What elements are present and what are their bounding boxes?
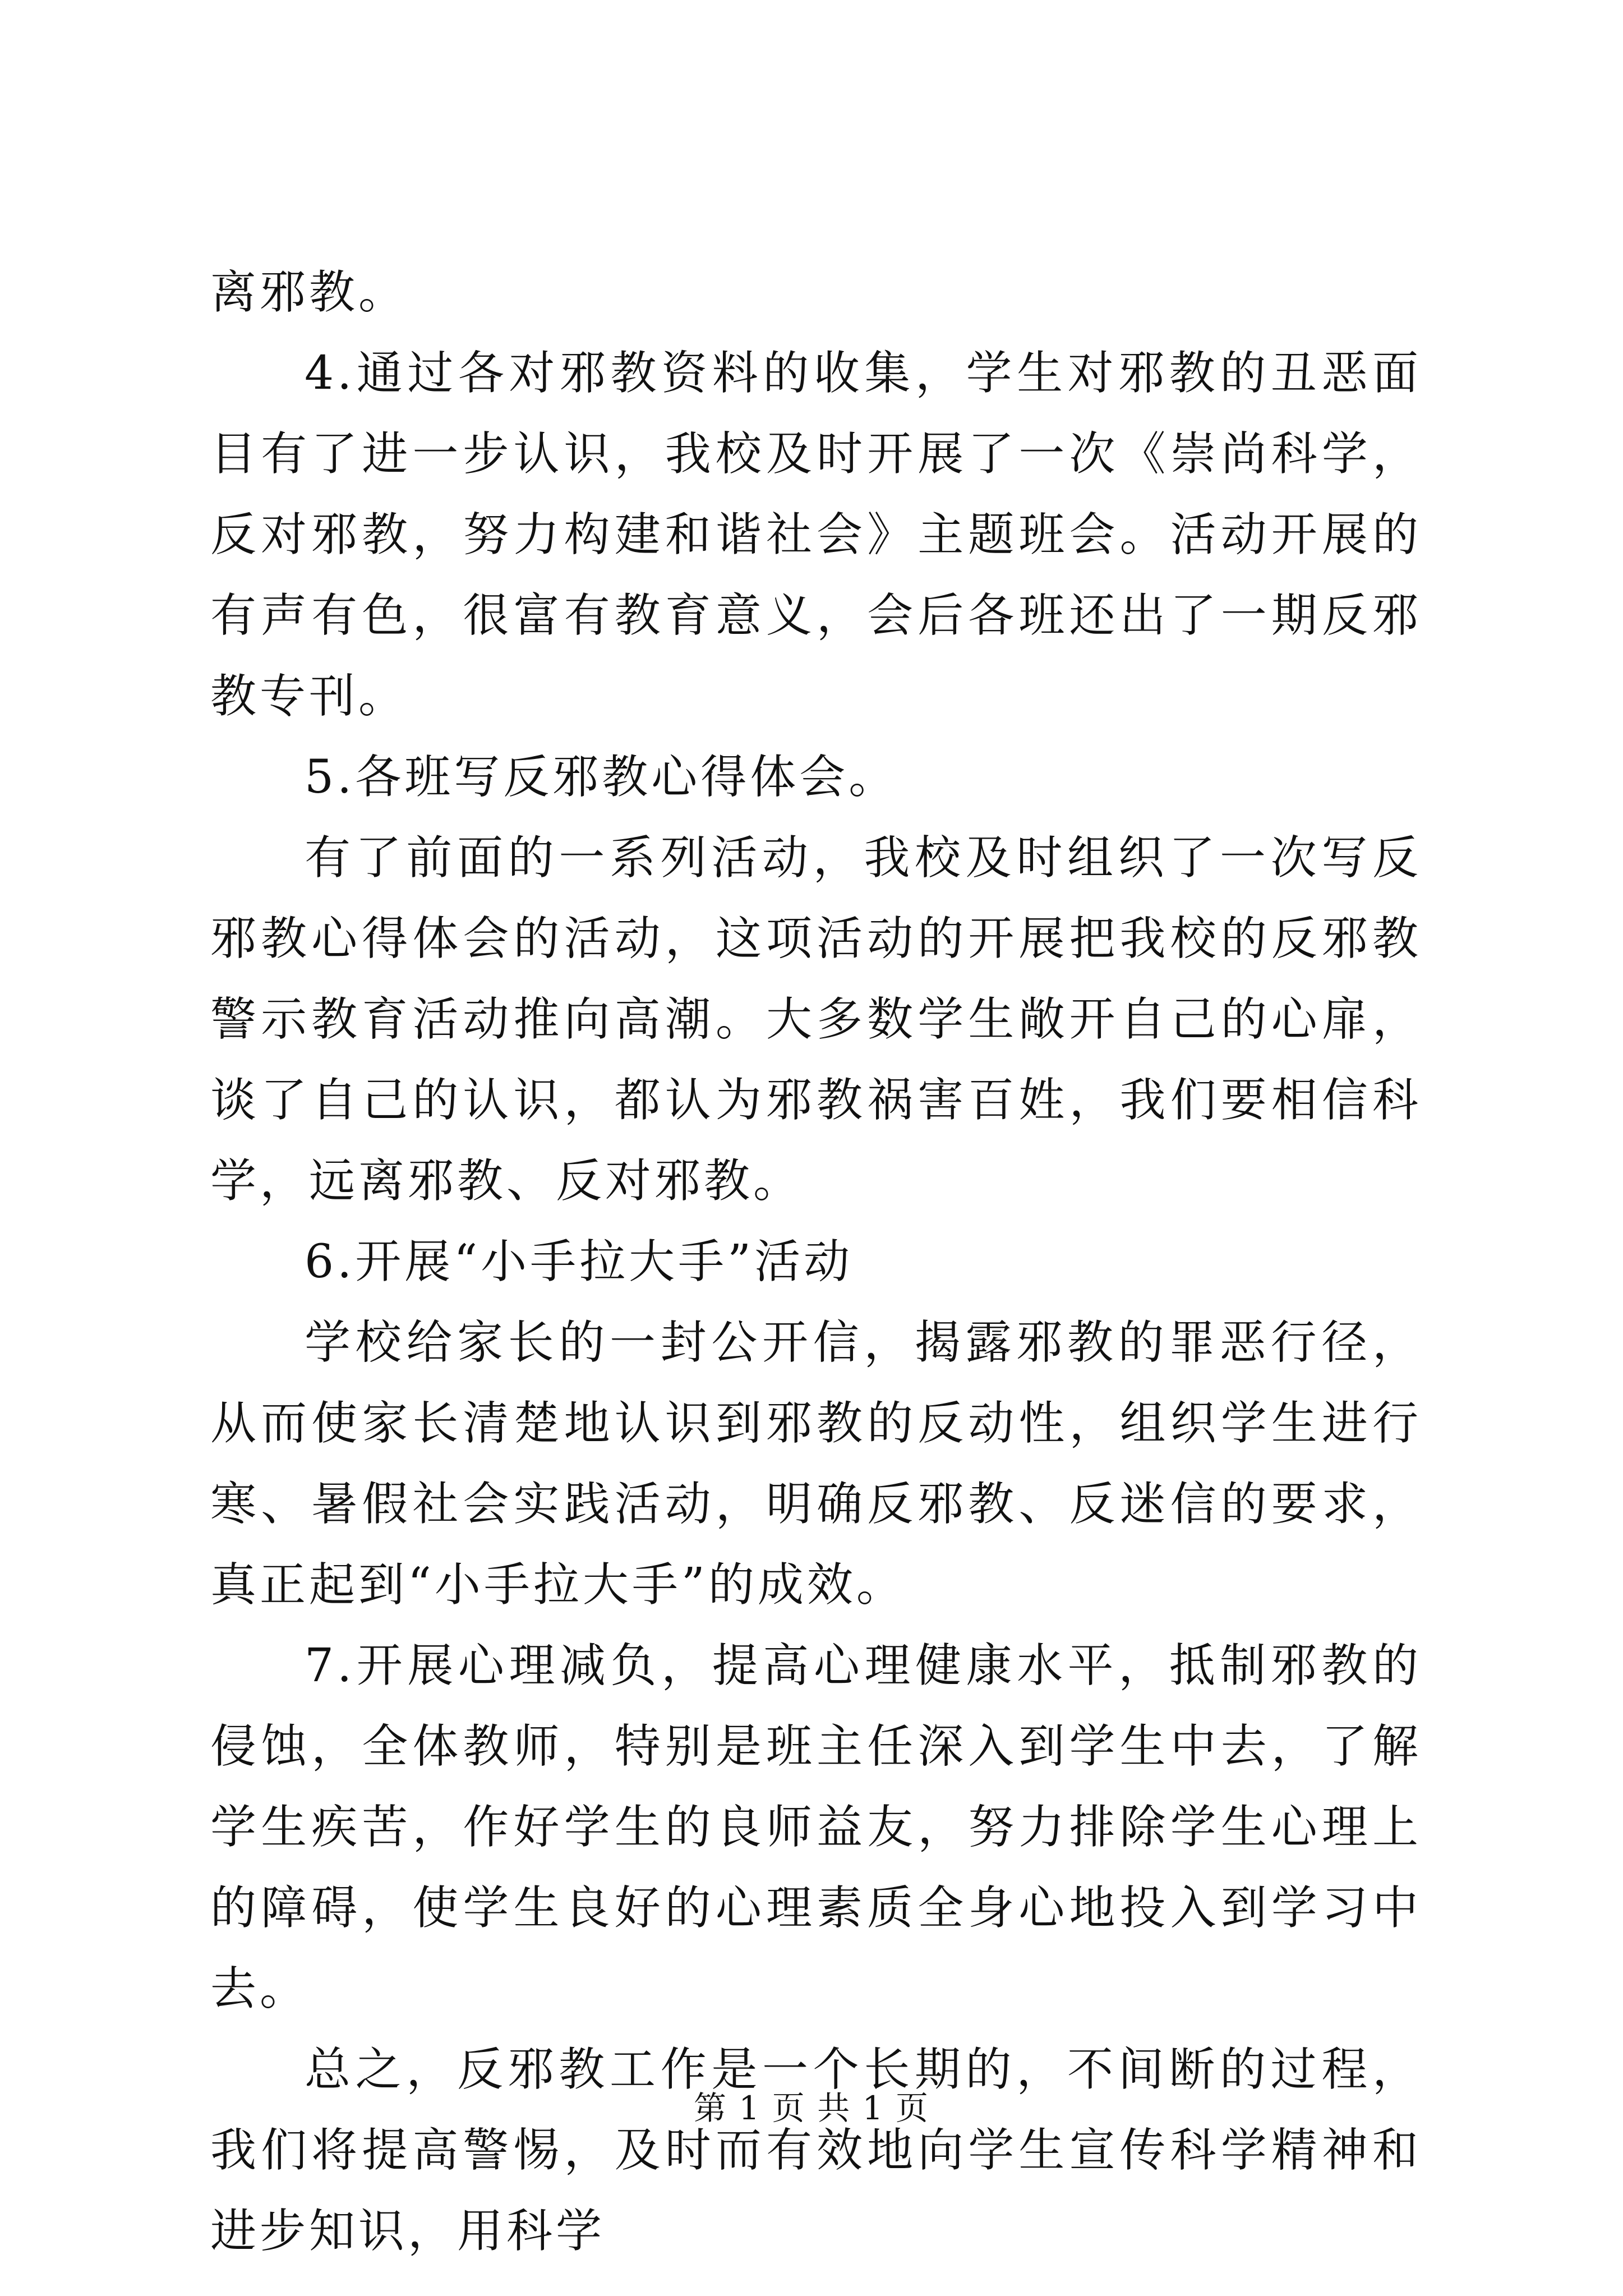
paragraph-item-5-body: 有了前面的一系列活动，我校及时组织了一次写反邪教心得体会的活动，这项活动的开展把我校的反邪教警示教育活动推向高潮。大多数学生敞开自己的心扉，谈了自己的认识，都认为邪教祸害百姓，我们要相信科学，远离邪教、反对邪教。 xyxy=(210,831,1422,1208)
paragraph-item-6-heading: 6.开展“小手拉大手”活动 xyxy=(305,1235,854,1289)
paragraph-continuation: 离邪教。 xyxy=(210,266,408,319)
paragraph-item-7: 7.开展心理减负，提高心理健康水平，抵制邪教的侵蚀，全体教师，特别是班主任深入到学生中去，了解学生疾苦，作好学生的良师益友，努力排除学生心理上的障碍，使学生良好的心理素质全身心地投入到学习中去。 xyxy=(210,1639,1422,2016)
paragraph-item-6-body: 学校给家长的一封公开信，揭露邪教的罪恶行径，从而使家长清楚地认识到邪教的反动性，组织学生进行寒、暑假社会实践活动，明确反邪教、反迷信的要求，真正起到“小手拉大手”的成效。 xyxy=(210,1316,1422,1612)
paragraph-item-4: 4.通过各对邪教资料的收集，学生对邪教的丑恶面目有了进一步认识，我校及时开展了一次《崇尚科学，反对邪教，努力构建和谐社会》主题班会。活动开展的有声有色，很富有教育意义，会后各班还出了一期反邪教专刊。 xyxy=(210,347,1422,723)
page-footer xyxy=(0,2086,1623,2131)
paragraph-item-5-heading: 5.各班写反邪教心得体会。 xyxy=(305,751,898,804)
page-number-label: 第 1 页 共 1 页 xyxy=(694,2089,929,2127)
document-body xyxy=(210,252,1422,2272)
paragraph-conclusion: 总之，反邪教工作是一个长期的，不间断的过程，我们将提高警惕，及时而有效地向学生宣传科学精神和进步知识，用科学 xyxy=(210,2043,1422,2258)
